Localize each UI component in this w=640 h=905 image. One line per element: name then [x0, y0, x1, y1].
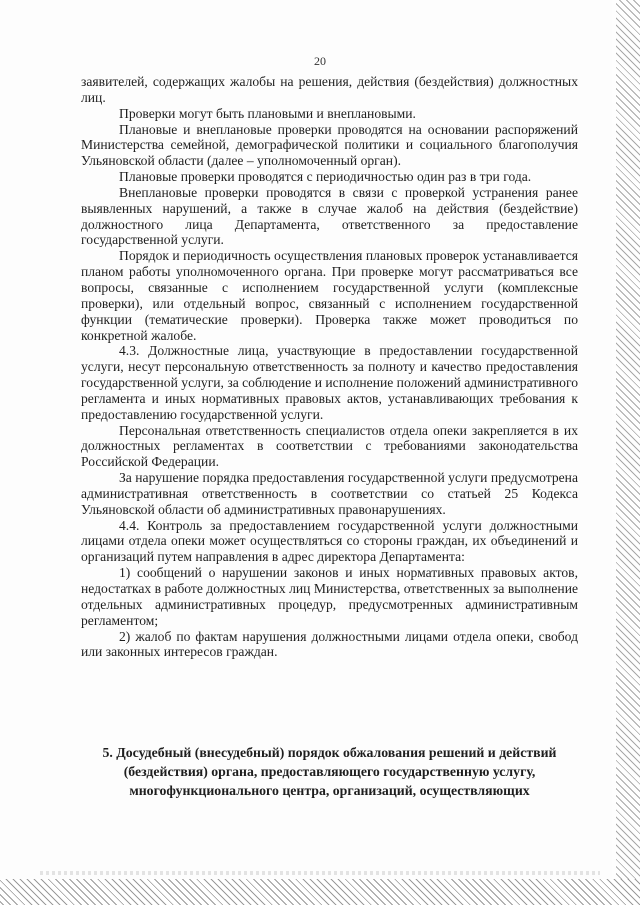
paragraph: Плановые проверки проводятся с периодичностью один раз в три года. [119, 169, 532, 185]
body-text [81, 74, 578, 660]
paragraph: Порядок и периодичность осуществления плановых проверок устанавливается планом работы уполномоченного органа. При проверке могут рассматриваться все вопросы, связанные с исполнением государственной услуги (комплексные проверки), или отдельный вопрос, связанный с исполнением государственной функции (тематические проверки). Проверка также может проводиться по конкретной жалобе. [81, 248, 578, 343]
scan-edge-bottom [0, 879, 640, 905]
paragraph: заявителей, содержащих жалобы на решения, действия (бездействия) должностных лиц. [81, 74, 578, 105]
paragraph: 4.4. Контроль за предоставлением государственной услуги должностными лицами отдела опеки может осуществляться со стороны граждан, их объединений и организаций путем направления в адрес директора Департамента: [81, 517, 578, 565]
paragraph: 1) сообщений о нарушении законов и иных нормативных правовых актов, недостатках в работе должностных лиц Министерства, ответственных за выполнение отдельных административных процедур, предусмотренных административным регламентом; [81, 565, 578, 628]
paragraph: Внеплановые проверки проводятся в связи с проверкой устранения ранее выявленных нарушений, а также в случае жалоб на действия (бездействие) должностного лица Департамента, ответственного за предоставление государственной услуги. [81, 184, 578, 248]
paragraph: Плановые и внеплановые проверки проводятся на основании распоряжений Министерства семейной, демографической политики и социального благополучия Ульяновской области (далее – уполномоченный орган). [81, 121, 578, 169]
paragraph: За нарушение порядка предоставления государственной услуги предусмотрена административная ответственность в соответствии со статьей 25 Кодекса Ульяновской области об административных правонарушениях. [81, 470, 578, 517]
paragraph: Проверки могут быть плановыми и внеплановыми. [119, 105, 416, 121]
paragraph: 2) жалоб по фактам нарушения должностными лицами отдела опеки, свобод или законных интересов граждан. [81, 628, 578, 660]
footer-scan-marks [40, 871, 600, 875]
scan-edge-right [612, 0, 640, 880]
section-heading: 5. Досудебный (внесудебный) порядок обжалования решений и действий (бездействия) органа, предоставляющего государственную услугу, многофункционального центра, организаций, осуществляющих [102, 745, 557, 798]
paragraph: 4.3. Должностные лица, участвующие в предоставлении государственной услуги, несут персональную ответственность за полноту и качество предоставления государственной услуги, за соблюдение и исполнение положений административного регламента и иных нормативных правовых актов, устанавливающих требования к предоставлению государственной услуги. [81, 343, 579, 422]
paragraph: Персональная ответственность специалистов отдела опеки закрепляется в их должностных регламентах в соответствии с требованиями законодательства Российской Федерации. [81, 422, 578, 470]
page-number: 20 [314, 54, 326, 68]
